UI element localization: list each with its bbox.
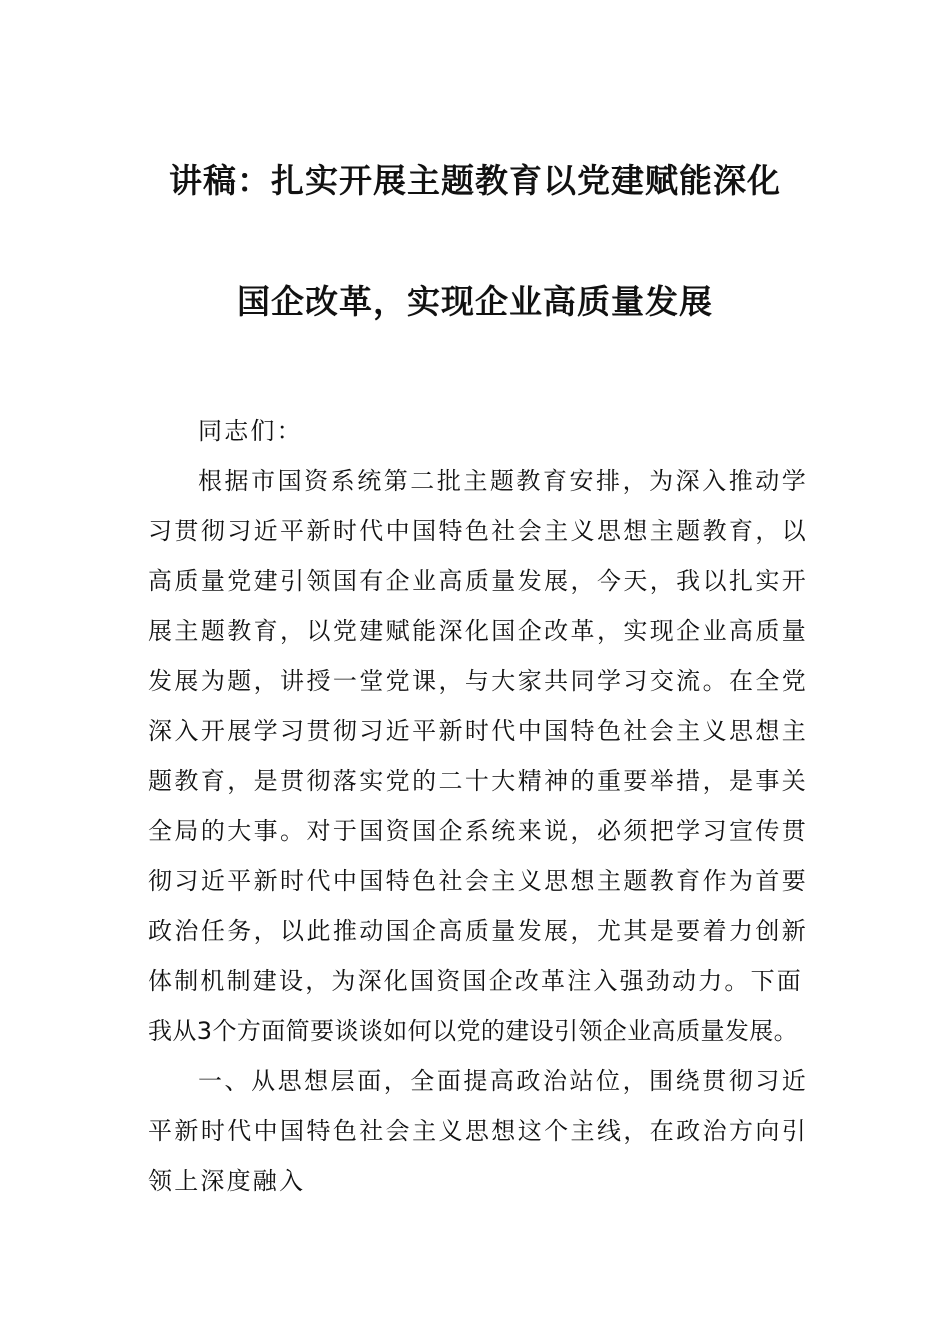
paragraph-1-last-line: 我从3个方面简要谈谈如何以党的建设引领企业高质量发展。 (148, 1017, 799, 1045)
document-title-line-2: 国企改革，实现企业高质量发展 (237, 282, 713, 321)
paragraph-1-text: 根据市国资系统第二批主题教育安排，为深入推动学习贯彻习近平新时代中国特色社会主义思想主题教育，以高质量党建引领国有企业高质量发展，今天，我以扎实开展主题教育，以党建赋能深化国企改革，实现企业高质量发展为题，讲授一堂党课，与大家共同学习交流。在全党深入开展学习贯彻习近平新时代中国特色社会主义思想主题教育，是贯彻落实党的二十大精神的重要举措，是事关全局的大事。对于国资国企系统来说，必须把学习宣传贯彻习近平新时代中国特色社会主义思想主题教育作为首要政治任务，以此推动国企高质量发展，尤其是要着力创新体制机制建设，为深化国资国企改革注入强劲动力。下面 (148, 467, 808, 995)
greeting-paragraph (148, 406, 808, 456)
paragraph-2-text: 一、从思想层面，全面提高政治站位，围绕贯彻习近平新时代中国特色社会主义思想这个主线，在政治方向引领上深度融入 (148, 1067, 808, 1195)
body-paragraph-2 (148, 1056, 808, 1206)
body-paragraph-1 (148, 456, 808, 1056)
greeting-text: 同志们： (198, 417, 303, 445)
document-title-line-1: 讲稿：扎实开展主题教育以党建赋能深化 (169, 161, 781, 200)
